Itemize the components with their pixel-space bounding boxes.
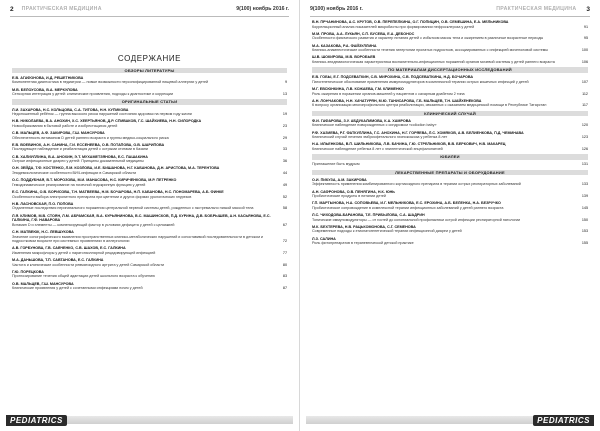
toc-entry-title: Изменения микрофлоры у детей с паратонзиллярной рецидивирующей инфекцией (12, 250, 156, 255)
toc-entry (312, 142, 588, 151)
toc-entry-title: Топические иммуномодуляторы — от гостей до колониальной профилактики острой инфекции респираторной патологии (312, 217, 521, 222)
toc-entry-title: Особенности выбора электролитного препарата при цветении и других формах урологических энурезов (12, 194, 192, 199)
toc-entry-page: 133 (581, 182, 588, 187)
toc-entry-text (312, 32, 576, 41)
toc-entry-text (12, 131, 275, 140)
right-running-head (310, 4, 590, 14)
toc-entry-title: Частота и клинические особенности ревматоидного артрита у детей Самарской области (12, 262, 165, 267)
toc-entry (12, 76, 287, 85)
toc-entry-page: 95 (583, 36, 588, 41)
toc-entry-text (12, 282, 275, 291)
toc-entry-authors: Л.Я. КЛИМОВ, М.В. СТОЯН, Л.М. АБРАМСКАЯ, В.А. КУРЬЯНИНОВА, В.С. МАШИНСКОВ, П.Д. КУРИНА, Д.В. БОБРЫШЕВ, А.Н. КАСЬЯНОВА, Е.С. ГАЛКИНА, Г.Ф. НАВАРОВА (12, 213, 271, 223)
toc-entry-page: 126 (581, 147, 588, 151)
toc-entry-page: 52 (282, 194, 287, 199)
toc-entry (12, 270, 287, 279)
toc-entry-text (12, 230, 275, 244)
right-journal-name: ПРАКТИЧЕСКАЯ МЕДИЦИНА (496, 6, 577, 12)
toc-entry (312, 55, 588, 64)
toc-entry (312, 131, 588, 140)
toc-entry-text (312, 99, 576, 108)
toc-entry-page: 153 (581, 229, 588, 234)
toc-entry-text (12, 214, 275, 228)
toc-entry-page: 139 (581, 194, 588, 199)
toc-entry-page: 120 (581, 123, 588, 128)
toc-entry-title: Роль фитопрепаратов в терапевтической детской практике (312, 241, 414, 246)
toc-entry-page: 131 (581, 162, 588, 167)
toc-entry-title: Сенсорная интеграция у детей: клинические проявления, подходы к диагностике и коррекции (12, 92, 174, 97)
toc-entry-text (12, 76, 275, 85)
toc-entry-authors: Л.З. САЛИНА (312, 236, 336, 241)
toc-entry-authors: О.Н. ЗЕЙДА, Т.Ф. КОСТЕНКО, Л.М. КОЗЛОВА, И.Е. БИШАНОВА, Н.Г. КАБАНОВА, Д.Н. АРИСТОВА, М.А. ТЕРЕНТОВА (12, 166, 220, 171)
toc-entry-authors: М.В. БЕЛОУСОВА, В.А. МЕРКУЛОВА (12, 87, 78, 92)
toc-entry (12, 202, 287, 211)
toc-entry-text (312, 201, 576, 210)
toc-entry (12, 166, 287, 175)
left-issue-label: 9(100) ноябрь 2016 г. (236, 6, 289, 12)
toc-entry-title: Патогенетическое обоснование применения иммуномодуляторов в комплексной терапии острых кишечных инфекций у детей (312, 79, 529, 84)
right-toc (312, 20, 588, 248)
toc-entry-page: 77 (282, 250, 287, 255)
toc-entry (12, 246, 287, 255)
toc-entry-title: Пробиотическое сопровождение в комплексной терапии инфекционных заболеваний у детей раннего возраста (312, 205, 504, 210)
toc-entry-page: 36 (282, 159, 287, 164)
toc-entry (12, 214, 287, 228)
toc-entry-authors: Г.П. МАРТЫНОВА, Н.А. СОПОВЬЕВА, И.Г. МЕЛЬНИКОВА, Е.С. ЕРОХИНА, А.Б. БЕЛЕНКА, Н.А. БЕЗРУЧКО (312, 201, 501, 206)
toc-entry-page: 23 (282, 123, 287, 128)
toc-entry-text (12, 108, 275, 117)
toc-entry-page: 107 (581, 79, 588, 84)
toc-entry (312, 119, 588, 128)
toc-entry-text (12, 258, 275, 267)
toc-entry (312, 75, 588, 84)
toc-entry-text (312, 213, 576, 222)
toc-entry-text (12, 143, 275, 152)
toc-entry-page: 19 (282, 112, 287, 117)
toc-entry-title: Прогнозирование течения общей адаптации детей школьного возраста к обучению (12, 274, 155, 279)
toc-entry-authors: М.К. БЕХТЕРЕВА, Н.В. РАЦЬКОМОНОВА, С.Г. СЕМЕНОВА (312, 224, 416, 229)
left-toc (12, 66, 287, 293)
toc-entry-text (12, 178, 275, 187)
toc-entry-authors: А.В. ГОРБУНОВА, Г.В. САВЧЕНКО, С.В. ШАХОВ, Е.С. ГАЛКИНА (12, 246, 126, 251)
toc-section-heading: ЛЕКАРСТВЕННЫЕ ПРЕПАРАТЫ И ОБОРУДОВАНИЕ (312, 170, 588, 176)
toc-entry-authors: М.А. КАЗАКОВА, Р.А. ФАЙЗУЛЛИНА (312, 43, 377, 48)
left-footer-bar (67, 416, 293, 424)
toc-entry-page: 80 (282, 262, 287, 267)
toc-entry (312, 213, 588, 222)
toc-entry-text (12, 155, 275, 164)
toc-entry (12, 108, 287, 117)
toc-section-heading: ОБЗОРЫ ЛИТЕРАТУРЫ (12, 68, 287, 74)
toc-entry (12, 119, 287, 128)
toc-entry (312, 20, 588, 29)
toc-entry-title: Значение сонографического выявления пространственных клинико-метаболических нарушений и сопоставимой последовательности в детском и подростковом возрасте при системных проявлениях в аллергологии (12, 234, 263, 244)
toc-entry-title: Роль ожирения в поражении органов-мишеней у пациентов с сахарным диабетом 2 типа (312, 91, 465, 96)
toc-entry-authors: В.Н. ПРЧАНИНОВА, А.С. КРУТОВ, О.В. ПЕРЕПЕЛКИНА, О.Г. ПОПИЦИН, О.В. СЕМЕШИНА, Е.А. МЕЛЬНИКОВА (312, 20, 509, 24)
toc-entry-authors: О.С. ПОДДУБНАЯ, В.Т. МОРОЗОВА, М.И. МАНАСОВА, Н.С. КИРИЧЕНКОВА, М.Р. ПЕТРЕНКО (12, 178, 177, 183)
toc-entry (312, 162, 588, 167)
toc-entry-authors: Ф.И. ГАФАРОВА, З.У. АБДУКАЛИМОВА, К.А. ХАМРОВА (312, 118, 411, 123)
toc-entry-title: Компонентная диагностика в педиатрии — новые возможности персонифицированной пищевой аллергии у детей (12, 80, 209, 85)
toc-entry-text (12, 88, 275, 97)
toc-entry-page: 150 (581, 217, 588, 222)
toc-entry-authors: Е.В. ВОЕВИНОК, А.Н. САНИНА, Г.И. ЕССЕНЕЕВА, О.В. ПОТАПОВА, О.В. ШАРИПОВА (12, 142, 165, 147)
toc-entry-page: 67 (282, 222, 287, 227)
toc-entry-text (312, 131, 576, 140)
toc-entry-title: Особенности физического развития и характер питания детей с избытком массы тела и ожирением в различные возрастные периоды (312, 36, 544, 41)
toc-entry-title: Клиническое наблюдение ребенка 8 лет с эпилептической энцефалопатией (312, 147, 443, 151)
toc-entry-page: 145 (581, 205, 588, 210)
right-footer-bar (306, 416, 533, 424)
toc-entry (312, 87, 588, 96)
toc-entry (312, 32, 588, 41)
left-logo: PEDIATRICS (6, 415, 67, 426)
toc-entry-text (312, 190, 576, 199)
toc-entry-authors: Е.В. ГОБЫ, Е.Г. ПОДСЕВАТКИН, С.В. МИРОХИНА, С.В. ПОДСЕВАТКИНА, Н.Д. БОЧАРОВА (312, 75, 474, 80)
toc-entry-text (12, 190, 275, 199)
toc-entry-title: Клинико-эпидемиологическая характеристика воспалительно-инфекционных поражений органов мочевой системы у детей раннего возраста (312, 59, 555, 64)
toc-entry-title: Недоношенный ребёнок — группа высокого риска нарушений состояния здоровья на первом году жизни (12, 112, 192, 117)
toc-entry-text (12, 246, 275, 255)
toc-entry-page: 87 (282, 286, 287, 291)
toc-entry-page: 155 (581, 241, 588, 246)
toc-entry-text (12, 202, 275, 211)
toc-entry-page: 58 (282, 206, 287, 211)
right-header-rule (310, 16, 590, 17)
toc-entry-page: 112 (582, 91, 588, 96)
toc-entry-page: 72 (282, 239, 287, 244)
toc-section-heading: ПО МАТЕРИАЛАМ ДИССЕРТАЦИОННЫХ ИССЛЕДОВАНИЙ (312, 67, 588, 73)
toc-entry-text (312, 162, 576, 167)
toc-entry-text (312, 87, 576, 96)
toc-entry-title: Обеспеченность витамином D детей раннего возраста и группы медико-социального риска (12, 135, 169, 140)
toc-entry-title: Клинический случай лечения эмбриофетального эхинококкоза у ребенка 8 лет (312, 135, 448, 140)
toc-entry (12, 230, 287, 244)
toc-entry-text (312, 142, 576, 151)
toc-entry-title: Корреляционный анализ показателей микробиоты при формировании нефросклероза у детей (312, 24, 475, 29)
toc-entry (12, 282, 287, 291)
toc-section-heading: ЮБИЛЕИ (312, 154, 588, 160)
toc-entry (312, 44, 588, 53)
toc-entry (12, 258, 287, 267)
toc-entry-authors: О.В. МАЛЬЦЕВ, Г.Ш. МАНСУРОВА (12, 281, 74, 286)
toc-entry-page: 9 (284, 80, 287, 85)
toc-entry-page: 123 (581, 135, 588, 140)
right-footer (306, 414, 594, 426)
left-journal-name: ПРАКТИЧЕСКАЯ МЕДИЦИНА (21, 6, 102, 12)
toc-entry-page: 33 (282, 147, 287, 152)
toc-entry-text (12, 166, 275, 175)
contents-heading: СОДЕРЖАНИЕ (117, 54, 182, 63)
toc-entry-title: Пробиотические продукты в питании детей (312, 194, 386, 199)
toc-entry-text (312, 237, 576, 246)
toc-entry-authors: Н.В. ЛАСНОВСКАЯ, П.О. ПОПОВА (12, 201, 74, 206)
toc-entry (12, 178, 287, 187)
toc-entry-text (12, 270, 275, 279)
toc-entry-title: Гемодинамическое реагирование на почечной эндокринную функцию у детей (12, 182, 146, 187)
left-footer (6, 414, 293, 426)
toc-entry-title: Клинические проявления у детей с сочетанными инфекциями почек у детей (12, 286, 143, 291)
toc-entry-authors: О.И. ПИКУЗА, А.М. ЗАКИРОВА (312, 177, 367, 182)
toc-entry-authors: Л.С. ЧИХОДОВА-БАРАНОВА, Т.Е. ПРИБЫЛОВА, С.А. ШАДРИН (312, 213, 425, 218)
toc-entry-text (312, 178, 576, 187)
toc-entry-page: 106 (581, 59, 588, 64)
toc-entry (312, 190, 588, 199)
left-running-head (10, 4, 289, 14)
toc-entry-title: Новообразования в бытовой работе и изобрестящихся детей (12, 123, 118, 128)
toc-section-heading: КЛИНИЧЕСКИЙ СЛУЧАЙ (312, 111, 588, 117)
toc-entry-title: Клиническое наблюдение новорожденных с синдромом «collodion baby» (312, 123, 437, 128)
toc-entry (12, 143, 287, 152)
toc-entry-page: 100 (581, 48, 588, 53)
left-page-number: 2 (10, 5, 14, 13)
toc-entry (12, 88, 287, 97)
toc-entry (312, 237, 588, 246)
toc-entry-authors: М.А. ДАНЬШОВА, Т.П. САВТАНОВА, Е.С. ГАЛКИНА (12, 258, 104, 263)
toc-entry-authors: Р.Ф. ХАЗИЕВА, Р.Г. ФАТКУЛЛИНА, Г.С. АНОХИНА, Н.Г. ГОРЯЕВА, Л.С. ХОМЯКОВ, А.В. БЕЛИЕНКОВА, П.Д. ЧЕМИНАВА (312, 130, 524, 135)
toc-entry-authors: Л.И. ЗАХАРОВА, Н.С. КОЛЬЦОВА, С.А. ТИТОВА, Н.Н. КУПИКОВА (12, 107, 129, 112)
toc-entry-authors: Н.В. НИКОЛАЕВА, В.А. АНОХИН, Х.С. ХЕЕРТЬЯНОВ, Д.Р. СПИВАКОВ, Г.С. ШАЙХИЕВА, Н.Н. СИЛОРОДКА (12, 119, 202, 124)
toc-entry (12, 131, 287, 140)
toc-entry-authors: Ш.В. ШОКИРОВА, М.В. ВОРОБЬЕВ (312, 55, 376, 60)
toc-entry-title: Клинико-анамнестические особенности течения гипертонии пролатых подростков, ассоциированных с инфекцией мочеполовой системы (312, 48, 548, 53)
toc-entry-text (312, 44, 576, 53)
toc-entry (312, 201, 588, 210)
toc-entry-page: 117 (582, 103, 588, 108)
toc-entry-page: 44 (282, 171, 287, 176)
toc-entry-authors: А.Н. САФРОНОВА, О.В. ПЕНЯГИНА, Н.К. ЮНЬ (312, 189, 395, 194)
toc-entry-authors: А.Н. ЛОНЧАКОВА, Н.Н. ХАЧАТУРЯН, М.Ю. ТАНИСАРОВА, Г.Б. МАЛЬЦЕВ, Т.Н. ШАЙХЕНЕКОВА (312, 98, 482, 103)
toc-entry-authors: Н.А. ИЛЬЕНКОВА, В.П. ШИЛЬНИКОВА, Л.В. БАЧИНА, Г.Ю. СТРЕЛЬНИКОВ, В.В. БЕРКОВИЧ, Н.В. МАКАРЕЦ (312, 142, 506, 147)
toc-entry-text (12, 119, 275, 128)
toc-entry-page: 91 (583, 24, 588, 29)
toc-entry-text (312, 75, 576, 84)
toc-section-heading: ОРИГИНАЛЬНЫЕ СТАТЬИ (12, 99, 287, 105)
toc-entry-title: Эффективность применения комбинированного кортикоидного препарата в терапии острых респираторных заболеваний (312, 182, 521, 187)
toc-entry-page: 29 (282, 135, 287, 140)
toc-entry (312, 178, 588, 187)
right-issue-label: 9(100) ноябрь 2016 г. (310, 6, 363, 12)
toc-entry-page: 13 (282, 92, 287, 97)
toc-entry-authors: С.В. МАЛЬЦЕВ, А.Ф. ЗАКИРОВА, Г.Ш. МАНСУРОВА (12, 131, 105, 136)
toc-entry-authors: Г.Ю. ПОРЕЦКОВА (12, 269, 44, 274)
toc-entry-title: К вопросу организации многопрофильного центра реабилитации, связанных с оказанием медицинской помощи в Республике Татарстан (312, 103, 547, 108)
toc-entry-title: Эпидемиологические особенности ВИЧ-инфекции в Самарской области (12, 171, 137, 176)
toc-entry-authors: Е.С. ГАЛКИНА, О.В. БОРИСОВА, Т.Н. МАТВЕЕВА, Н.М. БОЧАРОВА, Н.П. КАБАНОВА, Н.С. ПОНОМАРЕВА, А.Б. ФИНКЕ (12, 190, 224, 194)
toc-entry-text (312, 119, 576, 128)
toc-entry (12, 190, 287, 199)
toc-entry-page: 49 (282, 182, 287, 187)
toc-entry-text (312, 20, 576, 29)
right-page-number: 3 (586, 5, 590, 13)
toc-entry-text (312, 55, 576, 64)
toc-entry-title: Последующее наблюдение и реабилитация детей с острыми отитами в Казани (12, 147, 148, 152)
toc-entry-title: Отдаленные последствия перинатального поражения центральной нервной системы детей, рожденных с экстремально низкой массой тела (12, 206, 254, 211)
toc-entry-title: Острые инфекционные диареи у детей: Принципы доказательной медицины (12, 159, 144, 164)
toc-entry-text (312, 225, 576, 234)
toc-entry-authors: С.Н. МАТВЕЮК, Н.С. ЛЕВШУКОВА (12, 229, 74, 234)
toc-entry-authors: М.Г. ЕВСЮНКИНА, Л.В. КОЖАЕВА, Г.М. КЛИМЕНКО (312, 87, 404, 92)
toc-entry-title: Приглашение быть мудрым (312, 162, 360, 167)
toc-entry (312, 225, 588, 234)
toc-entry-authors: Е.В. АГАФОНОВА, И.Д. РЕШЕТНИКОВА (12, 75, 84, 80)
toc-entry (12, 155, 287, 164)
left-header-rule (10, 16, 289, 17)
toc-entry-authors: С.В. ХАЛИУЛЛИНА, В.А. АНОХИН, Э.Т. МУХАМЕТЗЯНОВА, Е.С. ПАШАКИНА (12, 154, 148, 159)
right-logo: PEDIATRICS (533, 415, 594, 426)
toc-entry-page: 83 (282, 274, 287, 279)
toc-entry-authors: М.М. ПРОВА, А.А. ЛУКЬЯН, С.П. БУСЕВА, Е.А. ДЕБОНОС (312, 31, 415, 36)
toc-entry (312, 99, 588, 108)
right-page (300, 0, 600, 431)
toc-entry-title: Современные подходы к этиопатогенетической терапии инфекционной диареи у детей (312, 229, 462, 234)
toc-entry-title: Витамин D и элементы — компенсирующий фактор в условиях дефицита у детей с целиакией (12, 222, 175, 227)
